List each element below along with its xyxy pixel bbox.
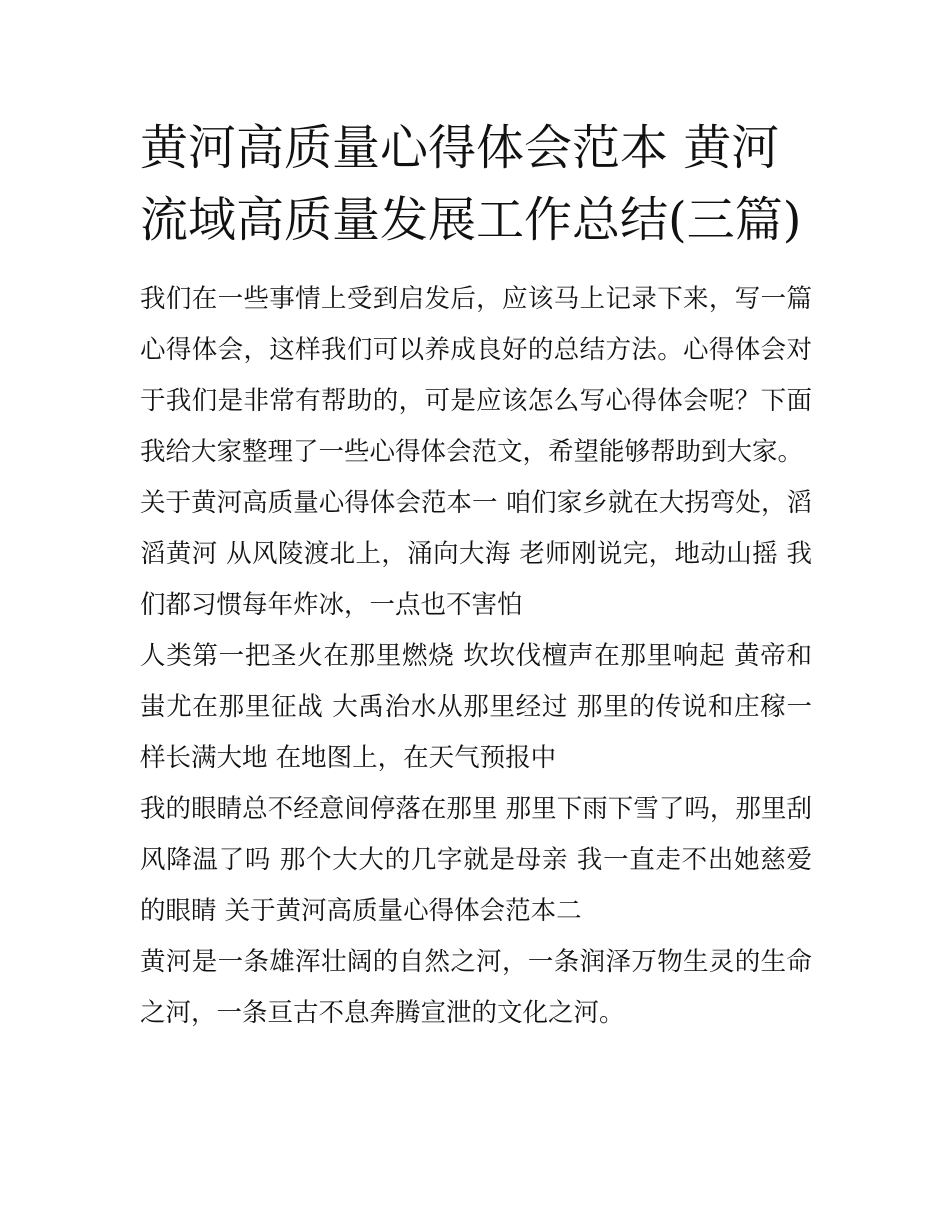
document-page: [140, 112, 812, 1039]
paragraph-sample-two: 黄河是一条雄浑壮阔的自然之河，一条润泽万物生灵的生命之河，一条亘古不息奔腾宣泄的文化之河。: [140, 947, 812, 1028]
paragraph-intro: 我们在一些事情上受到启发后，应该马上记录下来，写一篇心得体会，这样我们可以养成良好的总结方法。心得体会对于我们是非常有帮助的，可是应该怎么写心得体会呢？下面我给大家整理了一些心得体会范文，希望能够帮助到大家。: [140, 284, 812, 467]
paragraph-poem-part-one: 人类第一把圣火在那里燃烧 坎坎伐檀声在那里响起 黄帝和蚩尤在那里征战 大禹治水从那里经过 那里的传说和庄稼一样长满大地 在地图上，在天气预报中: [140, 641, 812, 773]
paragraph-poem-part-two: 我的眼睛总不经意间停落在那里 那里下雨下雪了吗，那里刮风降温了吗 那个大大的几字就是母亲 我一直走不出她慈爱的眼睛 关于黄河高质量心得体会范本二: [140, 794, 812, 926]
document-title: 黄河高质量心得体会范本 黄河流域高质量发展工作总结(三篇): [140, 120, 802, 248]
paragraph-sample-one: 关于黄河高质量心得体会范本一 咱们家乡就在大拐弯处，滔滔黄河 从风陵渡北上，涌向大海 老师刚说完，地动山摇 我们都习惯每年炸冰，一点也不害怕: [140, 488, 812, 620]
